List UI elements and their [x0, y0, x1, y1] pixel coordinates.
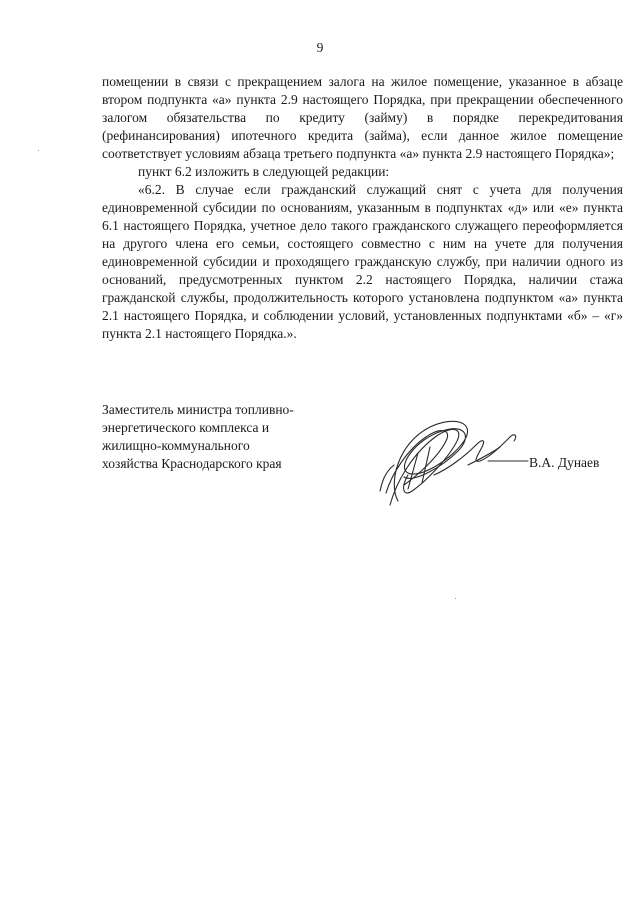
handwritten-signature — [368, 413, 538, 513]
paragraph-instruction: пункт 6.2 изложить в следующей редакции: — [138, 164, 390, 179]
scan-speck — [38, 150, 39, 151]
position-line: жилищно-коммунального — [102, 438, 250, 453]
document-body — [102, 73, 623, 343]
position-line: энергетического комплекса и — [102, 420, 270, 435]
position-line: хозяйства Краснодарского края — [102, 456, 282, 471]
position-line: Заместитель министра топливно- — [102, 402, 294, 417]
signatory-position — [102, 401, 362, 473]
paragraph-continuation: помещении в связи с прекращением залога на жилое помещение, указанное в абзаце втором подпункта «а» пункта 2.9 настоящего Порядка, при прекращении обеспеченного залогом обязательства по кредиту (займу) в порядке перекредитования (рефинансирования) ипотечного кредита (займа), если данное жилое помещение соответствует условиям абзаца третьего подпункта «а» пункта 2.9 настоящего Порядка»; — [102, 74, 623, 161]
paragraph-clause-6-2: «6.2. В случае если гражданский служащий снят с учета для получения единовременной субсидии по основаниям, указанным в подпунктах «д» или «е» пункта 6.1 настоящего Порядка, учетное дело такого гражданского служащего переоформляется на другого члена его семьи, состоящего совместно с ним на учете для получения единовременной субсидии и проходящего гражданскую службу, при наличии одного из оснований, предусмотренных пунктом 2.2 настоящего Порядка, наличии стажа гражданской службы, продолжительность которого установлена подпунктом «а» пункта 2.1 настоящего Порядка, и соблюдении условий, установленных подпунктами «б» – «г» пункта 2.1 настоящего Порядка.». — [102, 182, 623, 341]
page-number: 9 — [316, 40, 324, 55]
signatory-name: В.А. Дунаев — [529, 455, 600, 470]
scan-speck — [455, 598, 456, 599]
